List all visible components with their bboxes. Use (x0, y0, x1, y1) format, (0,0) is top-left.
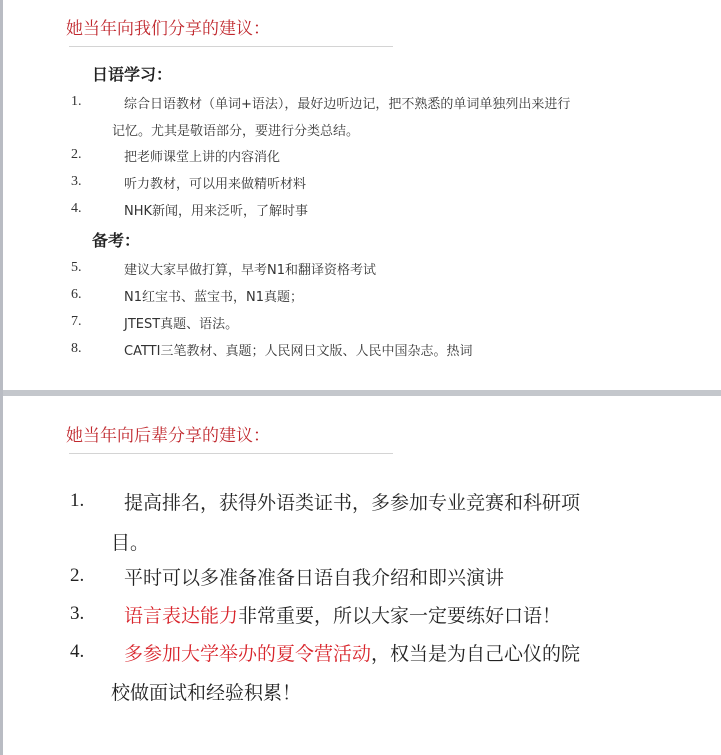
title-underline (69, 453, 393, 454)
advice-panel-bottom (3, 396, 721, 755)
item-text-continued: 校做面试和经验积累！ (111, 682, 302, 704)
section-title-our-advice: 她当年向我们分享的建议： (66, 19, 270, 39)
item-text: 把老师课堂上讲的内容消化 (124, 150, 281, 165)
item-text: NHK新闻，用来泛听，了解时事 (124, 204, 309, 219)
item-number: 6. (71, 287, 82, 302)
item-number: 1. (70, 490, 85, 511)
item-text: 提高排名，获得外语类证书，多参加专业竞赛和科研项 (124, 492, 581, 514)
highlight-text: 多参加大学举办的夏令营活动 (124, 643, 372, 665)
item-number: 2. (71, 147, 82, 162)
item-number: 1. (71, 94, 82, 109)
item-text: 综合日语教材（单词+语法），最好边听边记，把不熟悉的单词单独列出来进行 (124, 97, 571, 112)
item-number: 3. (71, 174, 82, 189)
item-number: 8. (71, 341, 82, 356)
highlight-text: 语言表达能力 (124, 605, 239, 627)
item-number: 2. (70, 565, 85, 586)
item-text-line (124, 639, 580, 666)
subheading-exam-prep: 备考： (92, 231, 141, 250)
title-underline (69, 46, 393, 47)
item-text: 建议大家早做打算，早考N1和翻译资格考试 (124, 263, 376, 278)
item-text: 平时可以多准备准备日语自我介绍和即兴演讲 (124, 567, 505, 589)
item-number: 3. (70, 603, 85, 624)
item-text-line (124, 601, 561, 628)
item-number: 4. (70, 641, 85, 662)
item-text: N1红宝书、蓝宝书，N1真题； (124, 290, 303, 305)
item-text: CATTI三笔教材、真题；人民网日文版、人民中国杂志。热词 (124, 344, 473, 359)
item-text: JTEST真题、语法。 (124, 317, 239, 332)
item-number: 4. (71, 201, 82, 216)
item-text-continued: 记忆。尤其是敬语部分，要进行分类总结。 (112, 124, 360, 139)
subheading-japanese-study: 日语学习： (92, 65, 173, 84)
item-number: 5. (71, 260, 82, 275)
advice-panel-top (3, 0, 721, 390)
item-text: 非常重要，所以大家一定要练好口语！ (238, 605, 562, 627)
item-text: ，权当是为自己心仪的院 (371, 643, 581, 665)
item-text-continued: 目。 (111, 532, 150, 554)
section-title-junior-advice: 她当年向后辈分享的建议： (66, 426, 270, 446)
item-number: 7. (71, 314, 82, 329)
item-text: 听力教材，可以用来做精听材料 (124, 177, 307, 192)
